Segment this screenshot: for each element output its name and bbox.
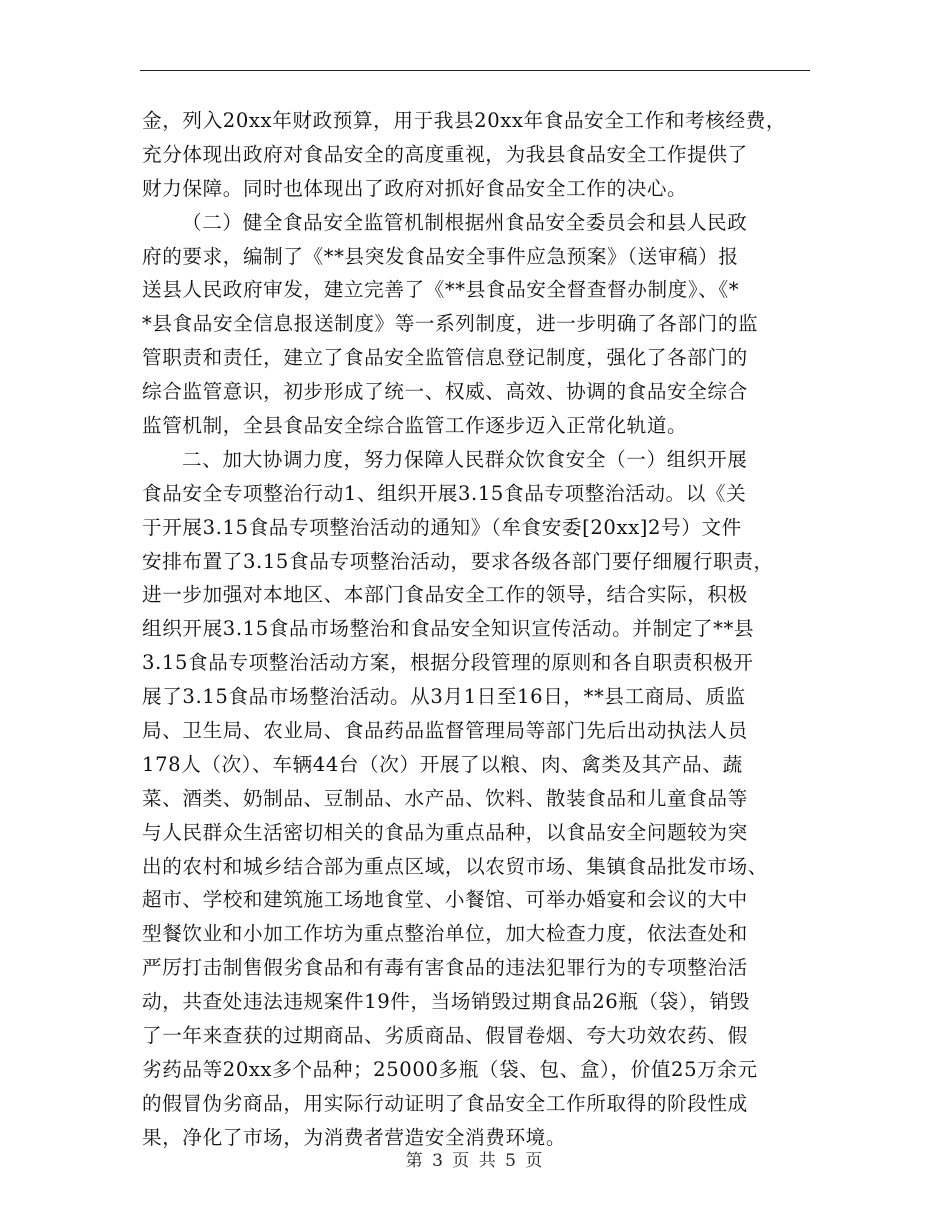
text-line: 果，净化了市场，为消费者营造安全消费环境。: [142, 1125, 567, 1149]
text-line: 了一年来查获的过期商品、劣质商品、假冒卷烟、夸大功效农药、假: [142, 1024, 748, 1048]
text-line: 监管机制，全县食品安全综合监管工作逐步迈入正常化轨道。: [142, 414, 688, 438]
text-line: 安排布置了3.15食品专项整治活动，要求各级各部门要仔细履行职责，: [142, 549, 774, 573]
text-line: 超市、学校和建筑施工场地食堂、小餐馆、可举办婚宴和会议的大中: [142, 888, 748, 912]
text-line: 府的要求，编制了《**县突发食品安全事件应急预案》（送审稿）报: [142, 244, 739, 268]
text-line: 菜、酒类、奶制品、豆制品、水产品、饮料、散装食品和儿童食品等: [142, 786, 748, 810]
text-line: 综合监管意识，初步形成了统一、权威、高效、协调的食品安全综合: [142, 380, 748, 404]
paragraph-start-line: （二）健全食品安全监管机制根据州食品安全委员会和县人民政: [182, 210, 748, 234]
text-line: 出的农村和城乡结合部为重点区域，以农贸市场、集镇食品批发市场、: [142, 854, 769, 878]
page-number-footer: 第 3 页 共 5 页: [405, 1151, 545, 1171]
text-line: 金，列入20xx年财政预算，用于我县20xx年食品安全工作和考核经费，: [142, 109, 787, 132]
text-line: 于开展3.15食品专项整治活动的通知》（牟食安委[20xx]2号）文件: [142, 515, 742, 539]
text-line: 与人民群众生活密切相关的食品为重点品种，以食品安全问题较为突: [142, 820, 748, 844]
text-line: 充分体现出政府对食品安全的高度重视，为我县食品安全工作提供了: [142, 142, 748, 166]
text-line: 送县人民政府审发，建立完善了《**县食品安全督查督办制度》、《*: [142, 278, 740, 302]
text-line: 3.15食品专项整治活动方案，根据分段管理的原则和各自职责积极开: [142, 651, 754, 675]
text-line: *县食品安全信息报送制度》等一系列制度，进一步明确了各部门的监: [142, 312, 759, 336]
text-line: 展了3.15食品市场整治活动。从3月1日至16日，**县工商局、质监: [142, 685, 746, 709]
text-line: 管职责和责任，建立了食品安全监管信息登记制度，强化了各部门的: [142, 346, 748, 370]
text-line: 动，共查处违法违规案件19件，当场销毁过期食品26瓶（袋），销毁: [142, 990, 750, 1014]
text-line: 组织开展3.15食品市场整治和食品安全知识宣传活动。并制定了**县: [142, 617, 755, 641]
text-line: 的假冒伪劣商品，用实际行动证明了食品安全工作所取得的阶段性成: [142, 1091, 748, 1115]
text-line: 严厉打击制售假劣食品和有毒有害食品的违法犯罪行为的专项整治活: [142, 956, 748, 980]
text-line: 劣药品等20xx多个品种；25000多瓶（袋、包、盒），价值25万余元: [142, 1057, 758, 1081]
document-body: [142, 104, 814, 1155]
text-line: 型餐饮业和小加工作坊为重点整治单位，加大检查力度，依法查处和: [142, 922, 748, 946]
text-line: 178人（次）、车辆44台（次）开展了以粮、肉、禽类及其产品、蔬: [142, 752, 743, 776]
header-rule: [140, 70, 810, 71]
text-line: 财力保障。同时也体现出了政府对抓好食品安全工作的决心。: [142, 176, 688, 200]
text-line: 局、卫生局、农业局、食品药品监督管理局等部门先后出动执法人员: [142, 719, 748, 743]
text-line: 进一步加强对本地区、本部门食品安全工作的领导，结合实际，积极: [142, 583, 748, 607]
text-line: 食品安全专项整治行动1、组织开展3.15食品专项整治活动。以《关: [142, 481, 747, 505]
paragraph-start-line: 二、加大协调力度，努力保障人民群众饮食安全（一）组织开展: [182, 447, 748, 471]
